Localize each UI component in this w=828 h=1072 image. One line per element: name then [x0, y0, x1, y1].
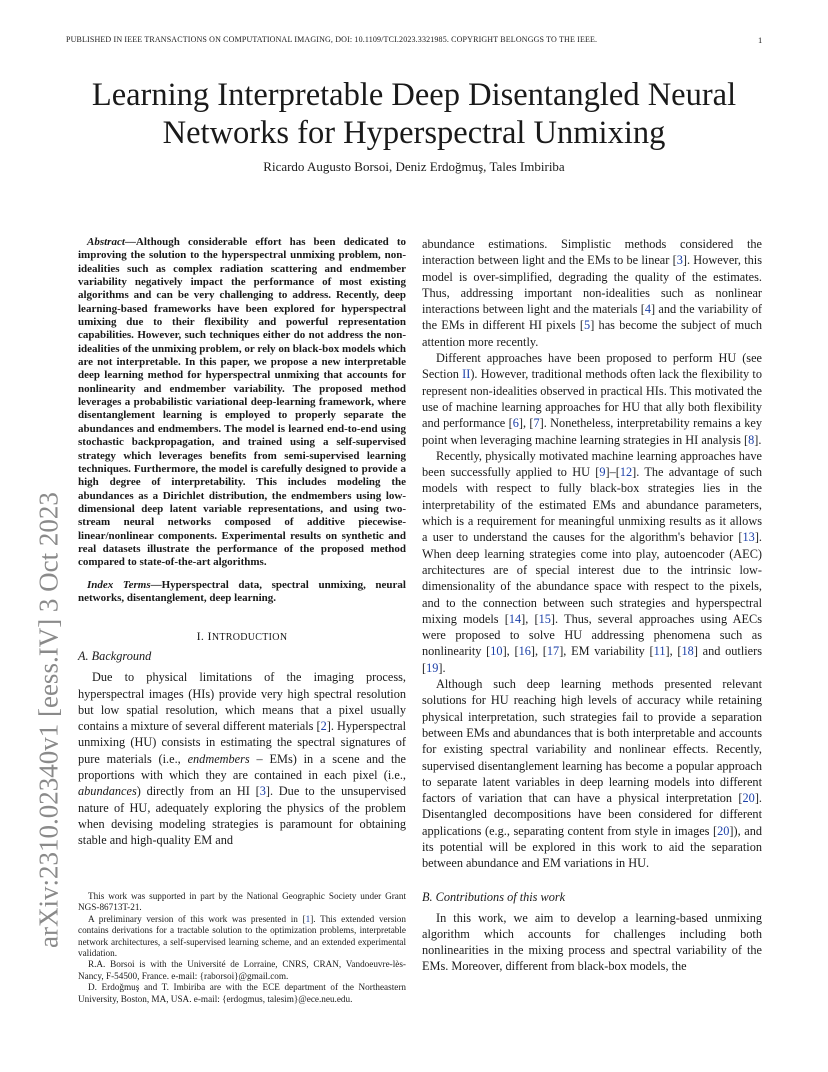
- section-link[interactable]: II: [462, 367, 471, 382]
- footnotes: [78, 891, 406, 1005]
- citation-link[interactable]: 5: [584, 318, 591, 333]
- citation-link[interactable]: 14: [508, 611, 522, 626]
- paragraph-continued: abundance estimations. Simplistic methods considered the interaction between light and the EMs to be linear [3]. However, this model is over-simplified, degrading the quality of the estimates. Thus, addressing important non-idealities such as nonlinear interactions between light and the materials [4] and the variability of the EMs in different HI pixels [5] has become the subject of much attention more recently.: [422, 237, 762, 349]
- subsection-heading-contributions: B. Contributions of this work: [422, 889, 566, 904]
- footnote-affiliation-borsoi: R.A. Borsoi is with the Université de Lorraine, CNRS, CRAN, Vandoeuvre-lès-Nancy, F-54500, France. e-mail: {raborsoi}@gmail.com.: [78, 959, 406, 981]
- citation-link[interactable]: 3: [676, 253, 683, 268]
- author-list: Ricardo Augusto Borsoi, Deniz Erdoğmuş, Tales Imbiriba: [263, 159, 565, 174]
- citation-link[interactable]: 3: [259, 784, 266, 799]
- abstract-lead: Abstract: [87, 236, 125, 248]
- citation-link[interactable]: 1: [305, 913, 311, 924]
- citation-link[interactable]: 19: [426, 660, 439, 675]
- citation-link[interactable]: 12: [619, 465, 633, 480]
- paragraph-approaches: Different approaches have been proposed to perform HU (see Section II). However, traditional methods often lack the flexibility to represent non-idealities observed in practical HIs. This motivated the use of machine learning approaches for HU that ally both flexibility and performance [6], [7]. Nonetheless, interpretability remains a key point when leveraging machine learning strategies in HI analysis [8].: [422, 351, 762, 447]
- citation-link[interactable]: 13: [742, 530, 755, 545]
- citation-link[interactable]: 2: [320, 719, 327, 734]
- citation-link[interactable]: 8: [748, 432, 755, 447]
- paragraph-disentanglement: Although such deep learning methods presented relevant solutions for HU reaching high levels of accuracy while retaining physical interpretation, such strategies fail to provide a separation between EMs and abundances that is both interpretable and accounts for existing spectral variability and nonlinear effects. Recently, supervised disentanglement learning has become a popular approach to separate latent variables in deep learning models into different factors of variation that can have a physical interpretation [20]. Disentangled decompositions have been considered for different applications (e.g., separating content from style in images [20]), and its potential will be explored in this work to aid the separation between abundance and EM variations in HU.: [422, 677, 762, 871]
- right-column: [422, 236, 762, 975]
- citation-link[interactable]: 4: [644, 302, 651, 317]
- citation-link[interactable]: 15: [538, 611, 551, 626]
- citation-link[interactable]: 7: [533, 416, 540, 431]
- citation-link[interactable]: 20: [742, 791, 755, 806]
- index-terms-lead: Index Terms: [87, 578, 151, 591]
- arxiv-watermark: arXiv:2310.02340v1 [eess.IV] 3 Oct 2023: [33, 492, 64, 948]
- section-heading-introduction: [78, 629, 406, 644]
- footnote-preliminary: A preliminary version of this work was presented in [1]. This extended version contains derivations for a tractable solution to the optimization problems, interpretable network architectures, a self-supervised learning scheme, and an extended experimental validation.: [78, 913, 406, 959]
- citation-link[interactable]: 17: [546, 644, 560, 659]
- citation-link[interactable]: 16: [518, 644, 531, 659]
- index-terms-text: —Hyperspectral data, spectral unmixing, neural networks, disentanglement, deep learning.: [78, 578, 406, 604]
- section-first-letter: I: [207, 629, 212, 644]
- citation-link[interactable]: 10: [490, 644, 503, 659]
- paragraph-contributions: In this work, we aim to develop a learning-based unmixing algorithm which accounts for challenges including both nonlinearities in the mixing process and spectral variability of the EMs. Moreover, different from black-box models, the: [422, 910, 762, 974]
- section-numeral: I.: [196, 629, 208, 644]
- paper-title: Learning Interpretable Deep Disentangled Neural Networks for Hyperspectral Unmixing: [91, 77, 737, 151]
- section-rest: NTRODUCTION: [211, 632, 288, 644]
- abstract: [78, 236, 406, 570]
- running-head: PUBLISHED IN IEEE TRANSACTIONS ON COMPUTATIONAL IMAGING, DOI: 10.1109/TCI.2023.3321985. COPYRIGHT BELONGGS TO THE IEEE.: [66, 35, 598, 44]
- left-column: [78, 236, 406, 849]
- footnote-funding: This work was supported in part by the National Geographic Society under Grant NGS-86713T-21.: [78, 891, 406, 913]
- index-terms: [78, 579, 406, 606]
- abstract-text: —Although considerable effort has been dedicated to improving the solution to the hyperspectral unmixing problem, non-idealities such as complex radiation scattering and endmember variability negatively impact the performance of most existing algorithms and can be very challenging to address. Recently, deep learning-based frameworks have been explored for hyperspectral umixing due to their flexibility and powerful representation capabilities. However, such techniques either do not address the non-idealities of the unmixing problem, or rely on black-box models which are not interpretable. In this paper, we propose a new interpretable deep learning method for hyperspectral unmixing that accounts for nonlinearity and endmember variability. The proposed method leverages a probabilistic variational deep-learning framework, where disentanglement learning is employed to properly separate the abundances and endmembers. The model is learned end-to-end using stochastic backpropagation, and trained using a self-supervised strategy which leverages benefits from semi-supervised learning techniques. Furthermore, the model is carefully designed to provide a high degree of interpretability. This includes modeling the abundances as a Dirichlet distribution, the endmembers using low-dimensional deep latent variable representations, and using two-stream neural networks composed of additive piecewise-linear/nonlinear components. Experimental results on synthetic and real datasets illustrate the performance of the proposed method compared to state-of-the-art algorithms.: [78, 236, 406, 569]
- citation-link[interactable]: 18: [681, 644, 694, 659]
- citation-link[interactable]: 20: [717, 823, 730, 838]
- footnote-affiliation-erdogmus: D. Erdoğmuş and T. Imbiriba are with the ECE department of the Northeastern University, Boston, MA, USA. e-mail: {erdogmus, talesim}@ece.neu.edu.: [78, 982, 406, 1004]
- paragraph-physically-motivated: Recently, physically motivated machine learning approaches have been successfully applied to HU [9]–[12]. The advantage of such models with respect to fully black-box strategies lies in the interpretability of the estimated EMs and abundance parameters, which is a requirement for meaningful unmixing results as it allows a user to understand the causes for the algorithm's behavior [13]. When deep learning strategies come into play, autoencoder (AEC) architectures are of special interest due to the intrinsic low-dimensionality of the abundance space with respect to the pixels, and to the connection between such strategies and hyperspectral mixing models [14], [15]. Thus, several approaches using AECs were proposed to solve HU addressing phenomena such as nonlinearity [10], [16], [17], EM variability [11], [18] and outliers [19].: [422, 448, 763, 675]
- subsection-heading-background: A. Background: [78, 649, 152, 664]
- citation-link[interactable]: 6: [512, 416, 519, 431]
- citation-link[interactable]: 9: [599, 465, 606, 480]
- citation-link[interactable]: 11: [653, 644, 666, 659]
- page-number: 1: [758, 35, 763, 45]
- paragraph-background: Due to physical limitations of the imaging process, hyperspectral images (HIs) provide very high spectral resolution but low spatial resolution, which means that a pixel usually contains a mixture of several different materials [2]. Hyperspectral unmixing (HU) consists in estimating the spectral signatures of pure materials (i.e., endmembers – EMs) in a scene and the proportions with which they are contained in each pixel (i.e., abundances) directly from an HI [3]. Due to the unsupervised nature of HU, adequately exploring the physics of the problem when devising modeling strategies is paramount for obtaining stable and high-quality EM and: [78, 670, 406, 848]
